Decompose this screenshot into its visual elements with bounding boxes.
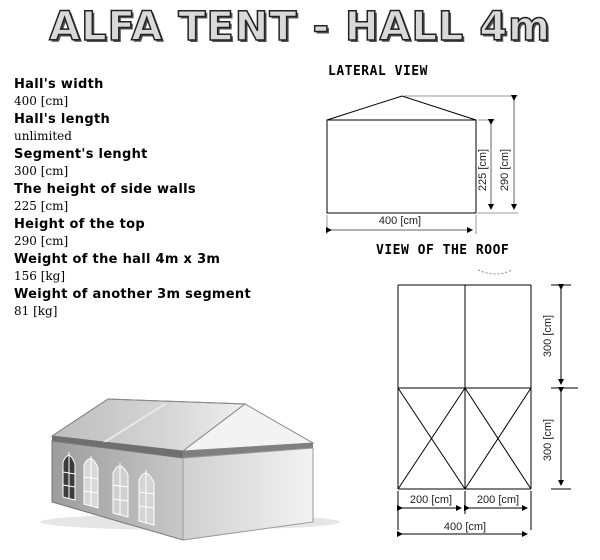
spec-value: unlimited [14,129,72,143]
lateral-view [327,96,518,234]
segment-label-top: 300 [cm] [542,314,554,358]
spec-label: Weight of the hall 4m x 3m [14,252,221,267]
roof-view [398,270,578,534]
roof-break-mark [478,270,512,274]
page-title: ALFA TENT - HALL 4m [49,4,551,50]
spec-value: 290 [cm] [14,234,69,248]
half-width-label-left: 200 [cm] [409,494,453,506]
lateral-view-heading: LATERAL VIEW [328,64,428,79]
spec-label: Hall's length [14,112,111,127]
spec-label: Weight of another 3m segment [14,287,251,302]
total-width-label: 400 [cm] [443,521,487,533]
top-height-label: 290 [cm] [499,148,511,192]
spec-value: 225 [cm] [14,199,69,213]
arched-window [63,452,75,500]
spec-value: 400 [cm] [14,94,69,108]
spec-value: 156 [kg] [14,269,66,283]
arched-window [84,456,98,508]
segment-label-bottom: 300 [cm] [542,418,554,462]
arched-window [139,470,154,525]
wall-height-label: 225 [cm] [477,148,489,192]
arched-window [113,463,128,517]
spec-value: 300 [cm] [14,164,69,178]
half-width-label-right: 200 [cm] [476,494,520,506]
spec-label: Segment's lenght [14,147,148,162]
spec-label: Height of the top [14,217,145,232]
roof-view-heading: VIEW OF THE ROOF [376,243,510,258]
lateral-wall [327,120,476,213]
tent-illustration [40,399,340,540]
spec-value: 81 [kg] [14,304,58,318]
spec-label: Hall's width [14,77,104,92]
spec-label: The height of side walls [14,182,196,197]
lateral-width-label: 400 [cm] [378,215,422,227]
lateral-roof [327,96,476,120]
